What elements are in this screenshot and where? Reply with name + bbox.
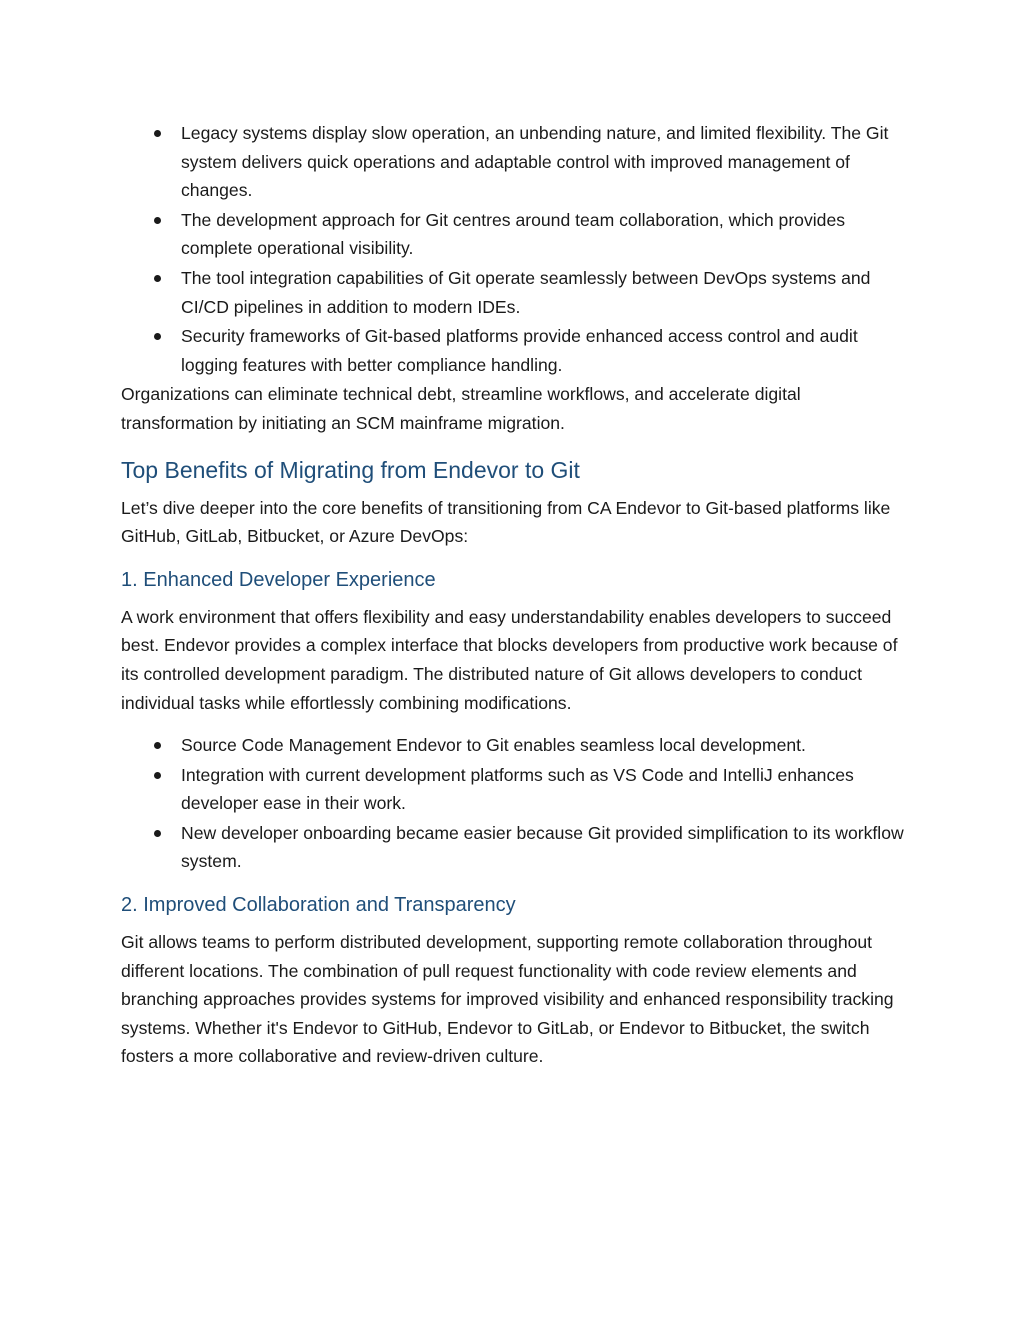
bullet-icon — [154, 772, 161, 779]
list-item-text: Legacy systems display slow operation, an unbending nature, and limited flexibility. The Git system delivers quick operations and adaptable control with improved management of changes. — [181, 123, 889, 201]
list-item-text: Security frameworks of Git-based platforms provide enhanced access control and audit logging features with better compliance handling. — [181, 326, 858, 375]
list-item-text: The tool integration capabilities of Git operate seamlessly between DevOps systems and CI/CD pipelines in addition to modern IDEs. — [181, 267, 871, 317]
list-item — [121, 322, 906, 379]
collaboration-paragraph: Git allows teams to perform distributed development, supporting remote collaboration throughout different locations. The combination of pull request functionality with code review elements and branching approaches provides systems for improved visibility and enhanced responsibility tracking systems. Whether it's Endevor to GitHub, Endevor to GitLab, or Endevor to Bitbucket, the switch fosters a more collaborative and review-driven culture. — [121, 932, 894, 1067]
document-page — [121, 119, 906, 1071]
list-item — [121, 264, 906, 321]
section-intro-paragraph: Let’s dive deeper into the core benefits of transitioning from CA Endevor to Git-based platforms like GitHub, GitLab, Bitbucket, or Azure DevOps: — [121, 497, 891, 547]
list-item — [121, 119, 906, 205]
bullet-icon — [154, 130, 161, 137]
list-item — [121, 731, 906, 760]
intro-paragraph: Organizations can eliminate technical debt, streamline workflows, and accelerate digital transformation by initiating an SCM mainframe migration. — [121, 384, 801, 433]
list-item-text: New developer onboarding became easier because Git provided simplification to its workflow system. — [181, 822, 904, 872]
list-item — [121, 206, 906, 263]
intro-bullet-list — [121, 119, 906, 379]
list-item — [121, 819, 906, 876]
developer-experience-paragraph: A work environment that offers flexibility and easy understandability enables developers to succeed best. Endevor provides a complex interface that blocks developers from productive work because of its controlled development paradigm. The distributed nature of Git allows developers to conduct individual tasks while effortlessly combining modifications. — [121, 606, 898, 713]
bullet-icon — [154, 830, 161, 837]
bullet-icon — [154, 742, 161, 749]
bullet-icon — [154, 333, 161, 340]
bullet-icon — [154, 275, 161, 282]
section-heading: Top Benefits of Migrating from Endevor to Git — [121, 456, 580, 483]
list-item-text: The development approach for Git centres around team collaboration, which provides complete operational visibility. — [181, 209, 846, 259]
list-item — [121, 761, 906, 818]
developer-experience-bullet-list — [121, 731, 906, 876]
subsection-heading-developer-experience: 1. Enhanced Developer Experience — [121, 568, 436, 591]
list-item-text: Source Code Management Endevor to Git enables seamless local development. — [181, 735, 806, 756]
subsection-heading-collaboration: 2. Improved Collaboration and Transparency — [121, 894, 516, 917]
bullet-icon — [154, 217, 161, 224]
list-item-text: Integration with current development platforms such as VS Code and IntelliJ enhances developer ease in their work. — [181, 764, 854, 814]
